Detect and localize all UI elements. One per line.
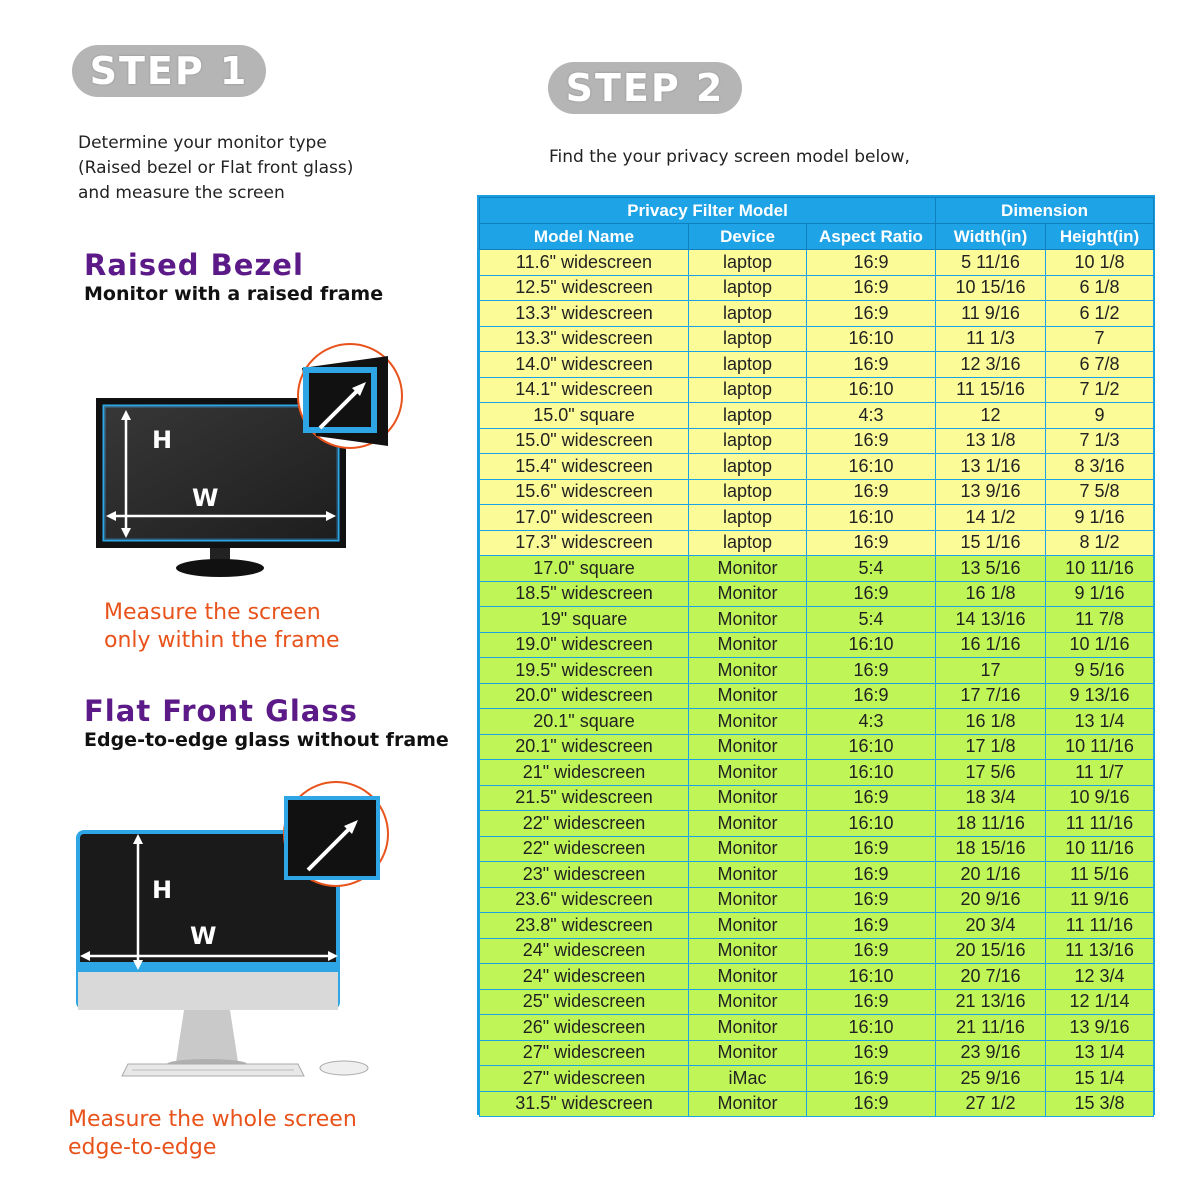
height-cell: 6 1/8: [1046, 275, 1154, 301]
width-cell: 20 7/16: [936, 964, 1046, 990]
device-cell: laptop: [689, 479, 807, 505]
aspect-ratio-cell: 16:9: [807, 862, 936, 888]
column-header-model-name: Model Name: [480, 224, 689, 250]
device-cell: laptop: [689, 301, 807, 327]
table-row: [480, 785, 1154, 811]
width-cell: 17: [936, 658, 1046, 684]
step-1-instruction-line: and measure the screen: [78, 183, 285, 203]
device-cell: laptop: [689, 275, 807, 301]
flat-front-glass-monitor-illustration: [72, 776, 402, 1086]
table-row: [480, 811, 1154, 837]
table-row: [480, 505, 1154, 531]
aspect-ratio-cell: 16:10: [807, 964, 936, 990]
table-row: [480, 581, 1154, 607]
height-cell: 6 7/8: [1046, 352, 1154, 378]
model-name-cell: 20.0" widescreen: [480, 683, 689, 709]
aspect-ratio-cell: 16:10: [807, 454, 936, 480]
width-cell: 13 5/16: [936, 556, 1046, 582]
table-row: [480, 632, 1154, 658]
table-row: [480, 836, 1154, 862]
height-cell: 9 13/16: [1046, 683, 1154, 709]
aspect-ratio-cell: 16:9: [807, 683, 936, 709]
width-cell: 21 13/16: [936, 989, 1046, 1015]
device-cell: Monitor: [689, 760, 807, 786]
height-cell: 9 1/16: [1046, 505, 1154, 531]
height-cell: 11 11/16: [1046, 913, 1154, 939]
table-row: [480, 887, 1154, 913]
model-name-cell: 13.3" widescreen: [480, 326, 689, 352]
model-name-cell: 19.5" widescreen: [480, 658, 689, 684]
table-row: [480, 607, 1154, 633]
table-row: [480, 530, 1154, 556]
raised-bezel-monitor-illustration: [88, 336, 408, 586]
width-cell: 11 9/16: [936, 301, 1046, 327]
height-cell: 9 5/16: [1046, 658, 1154, 684]
privacy-filter-size-table: [477, 195, 1155, 1115]
imac-stand: [176, 1010, 238, 1062]
aspect-ratio-cell: 16:9: [807, 658, 936, 684]
monitor-neck: [210, 548, 230, 560]
model-name-cell: 19.0" widescreen: [480, 632, 689, 658]
device-cell: Monitor: [689, 1091, 807, 1117]
aspect-ratio-cell: 16:9: [807, 887, 936, 913]
height-cell: 10 11/16: [1046, 734, 1154, 760]
width-cell: 17 5/6: [936, 760, 1046, 786]
width-cell: 13 9/16: [936, 479, 1046, 505]
height-cell: 12 3/4: [1046, 964, 1154, 990]
flat-front-glass-note: [68, 1106, 357, 1162]
model-name-cell: 25" widescreen: [480, 989, 689, 1015]
width-cell: 20 9/16: [936, 887, 1046, 913]
aspect-ratio-cell: 16:10: [807, 632, 936, 658]
aspect-ratio-cell: 16:9: [807, 250, 936, 276]
width-cell: 16 1/16: [936, 632, 1046, 658]
width-cell: 20 1/16: [936, 862, 1046, 888]
table-row: [480, 658, 1154, 684]
model-name-cell: 21" widescreen: [480, 760, 689, 786]
device-cell: Monitor: [689, 581, 807, 607]
width-cell: 12: [936, 403, 1046, 429]
column-header-height: Height(in): [1046, 224, 1154, 250]
width-cell: 20 3/4: [936, 913, 1046, 939]
monitor-base: [176, 559, 264, 577]
flat-front-glass-subheading: Edge-to-edge glass without frame: [84, 729, 449, 751]
table-row: [480, 275, 1154, 301]
table-row: [480, 326, 1154, 352]
width-label: W: [190, 922, 217, 950]
device-cell: Monitor: [689, 913, 807, 939]
aspect-ratio-cell: 5:4: [807, 607, 936, 633]
table-row: [480, 734, 1154, 760]
aspect-ratio-cell: 16:10: [807, 1015, 936, 1041]
step-1-instruction-line: Determine your monitor type: [78, 133, 327, 153]
model-name-cell: 17.0" square: [480, 556, 689, 582]
height-cell: 8 3/16: [1046, 454, 1154, 480]
device-cell: Monitor: [689, 683, 807, 709]
aspect-ratio-cell: 16:9: [807, 938, 936, 964]
step-1-badge: STEP 1: [72, 45, 266, 97]
height-cell: 10 11/16: [1046, 836, 1154, 862]
width-cell: 17 1/8: [936, 734, 1046, 760]
table-row: [480, 556, 1154, 582]
raised-bezel-note-line: Measure the screen: [104, 600, 321, 625]
width-cell: 11 1/3: [936, 326, 1046, 352]
table-row: [480, 913, 1154, 939]
width-cell: 14 13/16: [936, 607, 1046, 633]
model-name-cell: 24" widescreen: [480, 938, 689, 964]
height-cell: 9: [1046, 403, 1154, 429]
height-cell: 12 1/14: [1046, 989, 1154, 1015]
height-cell: 13 1/4: [1046, 1040, 1154, 1066]
column-header-device: Device: [689, 224, 807, 250]
model-name-cell: 20.1" widescreen: [480, 734, 689, 760]
height-label: H: [152, 426, 173, 454]
model-name-cell: 27" widescreen: [480, 1066, 689, 1092]
table-group-header-row: [480, 198, 1154, 224]
aspect-ratio-cell: 16:9: [807, 530, 936, 556]
aspect-ratio-cell: 4:3: [807, 709, 936, 735]
table-body: [480, 250, 1154, 1117]
model-name-cell: 15.0" widescreen: [480, 428, 689, 454]
size-table: [479, 197, 1154, 1117]
width-label: W: [192, 484, 219, 512]
flat-front-glass-note-line: Measure the whole screen: [68, 1107, 357, 1132]
table-row: [480, 403, 1154, 429]
height-cell: 7 1/3: [1046, 428, 1154, 454]
model-name-cell: 24" widescreen: [480, 964, 689, 990]
device-cell: Monitor: [689, 785, 807, 811]
aspect-ratio-cell: 16:10: [807, 377, 936, 403]
model-name-cell: 15.6" widescreen: [480, 479, 689, 505]
table-row: [480, 1015, 1154, 1041]
aspect-ratio-cell: 16:9: [807, 275, 936, 301]
table-row: [480, 1040, 1154, 1066]
aspect-ratio-cell: 16:10: [807, 326, 936, 352]
width-cell: 10 15/16: [936, 275, 1046, 301]
device-cell: Monitor: [689, 556, 807, 582]
table-row: [480, 989, 1154, 1015]
table-column-header-row: [480, 224, 1154, 250]
height-cell: 9 1/16: [1046, 581, 1154, 607]
model-name-cell: 14.1" widescreen: [480, 377, 689, 403]
step-2-badge: STEP 2: [548, 62, 742, 114]
height-cell: 8 1/2: [1046, 530, 1154, 556]
model-name-cell: 13.3" widescreen: [480, 301, 689, 327]
height-cell: 7 5/8: [1046, 479, 1154, 505]
device-cell: Monitor: [689, 836, 807, 862]
height-cell: 13 9/16: [1046, 1015, 1154, 1041]
device-cell: Monitor: [689, 811, 807, 837]
device-cell: Monitor: [689, 887, 807, 913]
device-cell: laptop: [689, 403, 807, 429]
device-cell: laptop: [689, 377, 807, 403]
model-name-cell: 21.5" widescreen: [480, 785, 689, 811]
device-cell: Monitor: [689, 1040, 807, 1066]
table-row: [480, 1066, 1154, 1092]
step-1-instruction-line: (Raised bezel or Flat front glass): [78, 158, 354, 178]
aspect-ratio-cell: 16:10: [807, 505, 936, 531]
device-cell: iMac: [689, 1066, 807, 1092]
aspect-ratio-cell: 16:10: [807, 734, 936, 760]
width-cell: 14 1/2: [936, 505, 1046, 531]
model-name-cell: 27" widescreen: [480, 1040, 689, 1066]
height-cell: 7: [1046, 326, 1154, 352]
model-name-cell: 17.0" widescreen: [480, 505, 689, 531]
model-name-cell: 19" square: [480, 607, 689, 633]
dimension-header: Dimension: [936, 198, 1154, 224]
aspect-ratio-cell: 16:9: [807, 785, 936, 811]
width-cell: 23 9/16: [936, 1040, 1046, 1066]
model-name-cell: 31.5" widescreen: [480, 1091, 689, 1117]
width-cell: 15 1/16: [936, 530, 1046, 556]
device-cell: laptop: [689, 454, 807, 480]
raised-bezel-note-line: only within the frame: [104, 628, 340, 653]
width-cell: 5 11/16: [936, 250, 1046, 276]
table-row: [480, 352, 1154, 378]
flat-front-glass-heading: Flat Front Glass: [84, 694, 358, 728]
width-cell: 18 3/4: [936, 785, 1046, 811]
table-row: [480, 964, 1154, 990]
raised-bezel-subheading: Monitor with a raised frame: [84, 283, 384, 305]
height-cell: 10 1/16: [1046, 632, 1154, 658]
model-name-cell: 11.6" widescreen: [480, 250, 689, 276]
aspect-ratio-cell: 16:9: [807, 836, 936, 862]
model-name-cell: 12.5" widescreen: [480, 275, 689, 301]
aspect-ratio-cell: 5:4: [807, 556, 936, 582]
width-cell: 21 11/16: [936, 1015, 1046, 1041]
height-cell: 10 1/8: [1046, 250, 1154, 276]
aspect-ratio-cell: 16:9: [807, 989, 936, 1015]
model-name-cell: 22" widescreen: [480, 836, 689, 862]
width-cell: 27 1/2: [936, 1091, 1046, 1117]
aspect-ratio-cell: 16:9: [807, 301, 936, 327]
width-cell: 13 1/8: [936, 428, 1046, 454]
height-cell: 10 9/16: [1046, 785, 1154, 811]
height-cell: 11 5/16: [1046, 862, 1154, 888]
table-row: [480, 938, 1154, 964]
aspect-ratio-cell: 16:9: [807, 1066, 936, 1092]
model-name-cell: 17.3" widescreen: [480, 530, 689, 556]
device-cell: laptop: [689, 352, 807, 378]
device-cell: laptop: [689, 428, 807, 454]
table-row: [480, 301, 1154, 327]
device-cell: Monitor: [689, 709, 807, 735]
model-name-cell: 20.1" square: [480, 709, 689, 735]
width-cell: 18 15/16: [936, 836, 1046, 862]
table-row: [480, 1091, 1154, 1117]
privacy-filter-model-header: Privacy Filter Model: [480, 198, 936, 224]
device-cell: Monitor: [689, 1015, 807, 1041]
width-cell: 20 15/16: [936, 938, 1046, 964]
device-cell: Monitor: [689, 658, 807, 684]
table-row: [480, 709, 1154, 735]
height-cell: 10 11/16: [1046, 556, 1154, 582]
table-row: [480, 683, 1154, 709]
model-name-cell: 23" widescreen: [480, 862, 689, 888]
aspect-ratio-cell: 16:9: [807, 352, 936, 378]
model-name-cell: 23.6" widescreen: [480, 887, 689, 913]
width-cell: 16 1/8: [936, 581, 1046, 607]
model-name-cell: 23.8" widescreen: [480, 913, 689, 939]
model-name-cell: 15.4" widescreen: [480, 454, 689, 480]
model-name-cell: 15.0" square: [480, 403, 689, 429]
step-2-instructions: Find the your privacy screen model below,: [549, 147, 910, 167]
width-cell: 17 7/16: [936, 683, 1046, 709]
height-cell: 11 7/8: [1046, 607, 1154, 633]
device-cell: Monitor: [689, 607, 807, 633]
height-cell: 11 1/7: [1046, 760, 1154, 786]
aspect-ratio-cell: 16:10: [807, 811, 936, 837]
step-1-instructions: [78, 131, 438, 206]
height-label: H: [152, 876, 173, 904]
device-cell: Monitor: [689, 632, 807, 658]
raised-bezel-heading: Raised Bezel: [84, 248, 304, 282]
model-name-cell: 26" widescreen: [480, 1015, 689, 1041]
aspect-ratio-cell: 16:10: [807, 760, 936, 786]
device-cell: laptop: [689, 530, 807, 556]
model-name-cell: 18.5" widescreen: [480, 581, 689, 607]
table-row: [480, 862, 1154, 888]
height-cell: 15 1/4: [1046, 1066, 1154, 1092]
aspect-ratio-cell: 16:9: [807, 1040, 936, 1066]
device-cell: Monitor: [689, 964, 807, 990]
width-cell: 25 9/16: [936, 1066, 1046, 1092]
width-cell: 18 11/16: [936, 811, 1046, 837]
flat-front-glass-note-line: edge-to-edge: [68, 1135, 217, 1160]
width-cell: 11 15/16: [936, 377, 1046, 403]
aspect-ratio-cell: 16:9: [807, 479, 936, 505]
table-row: [480, 377, 1154, 403]
aspect-ratio-cell: 4:3: [807, 403, 936, 429]
table-row: [480, 479, 1154, 505]
model-name-cell: 22" widescreen: [480, 811, 689, 837]
device-cell: laptop: [689, 326, 807, 352]
device-cell: Monitor: [689, 862, 807, 888]
raised-bezel-note: [104, 599, 340, 655]
height-cell: 11 11/16: [1046, 811, 1154, 837]
table-row: [480, 428, 1154, 454]
column-header-aspect-ratio: Aspect Ratio: [807, 224, 936, 250]
aspect-ratio-cell: 16:9: [807, 428, 936, 454]
table-row: [480, 250, 1154, 276]
device-cell: Monitor: [689, 938, 807, 964]
height-cell: 13 1/4: [1046, 709, 1154, 735]
height-cell: 11 9/16: [1046, 887, 1154, 913]
table-row: [480, 760, 1154, 786]
aspect-ratio-cell: 16:9: [807, 1091, 936, 1117]
device-cell: Monitor: [689, 734, 807, 760]
height-cell: 11 13/16: [1046, 938, 1154, 964]
column-header-width: Width(in): [936, 224, 1046, 250]
height-cell: 15 3/8: [1046, 1091, 1154, 1117]
imac-chin: [78, 972, 338, 1010]
model-name-cell: 14.0" widescreen: [480, 352, 689, 378]
width-cell: 13 1/16: [936, 454, 1046, 480]
height-cell: 7 1/2: [1046, 377, 1154, 403]
aspect-ratio-cell: 16:9: [807, 581, 936, 607]
device-cell: laptop: [689, 505, 807, 531]
width-cell: 12 3/16: [936, 352, 1046, 378]
device-cell: Monitor: [689, 989, 807, 1015]
width-cell: 16 1/8: [936, 709, 1046, 735]
height-cell: 6 1/2: [1046, 301, 1154, 327]
mouse: [320, 1061, 368, 1075]
device-cell: laptop: [689, 250, 807, 276]
table-row: [480, 454, 1154, 480]
aspect-ratio-cell: 16:9: [807, 913, 936, 939]
